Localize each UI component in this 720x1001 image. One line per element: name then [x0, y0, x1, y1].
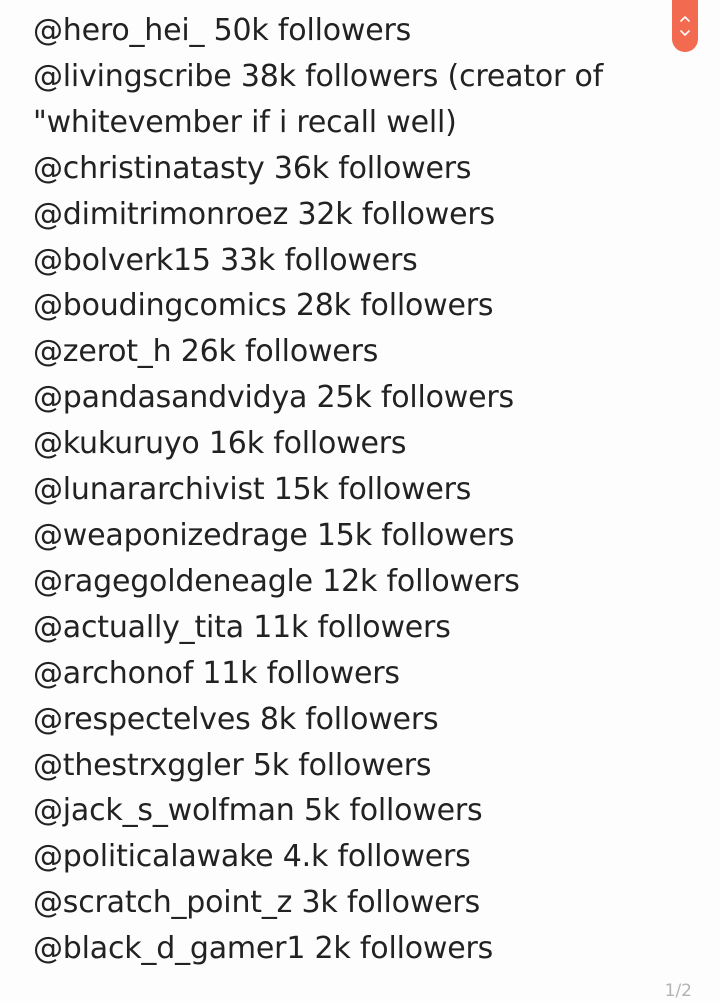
- chevron-down-icon[interactable]: [680, 30, 690, 36]
- note-line: @hero_hei_ 50k followers: [33, 13, 412, 48]
- note-body[interactable]: [33, 8, 673, 972]
- note-line: @black_d_gamer1 2k followers: [33, 931, 494, 967]
- note-line: "whitevember if i recall well): [33, 104, 457, 140]
- note-line: @lunararchivist 15k followers: [33, 472, 472, 508]
- note-line: @weaponizedrage 15k followers: [33, 517, 515, 553]
- note-line: @christinatasty 36k followers: [33, 150, 472, 186]
- page-indicator: 1/2: [664, 981, 692, 1001]
- note-line: @zerot_h 26k followers: [33, 334, 379, 370]
- scroll-handle[interactable]: [672, 0, 698, 52]
- note-line: @dimitrimonroez 32k followers: [33, 196, 495, 232]
- note-line: @jack_s_wolfman 5k followers: [33, 793, 483, 829]
- note-line: @ragegoldeneagle 12k followers: [33, 563, 520, 599]
- note-line: @kukuruyo 16k followers: [33, 426, 407, 462]
- chevron-up-icon[interactable]: [680, 16, 690, 22]
- note-line: @politicalawake 4.k followers: [33, 839, 471, 875]
- note-line: @pandasandvidya 25k followers: [33, 380, 514, 416]
- note-line: @actually_tita 11k followers: [33, 609, 451, 645]
- note-line: @thestrxggler 5k followers: [33, 747, 432, 783]
- note-line: @boudingcomics 28k followers: [33, 288, 494, 324]
- note-line: @bolverk15 33k followers: [33, 242, 418, 278]
- note-line: @scratch_point_z 3k followers: [33, 885, 480, 921]
- note-line: @archonof 11k followers: [33, 655, 400, 691]
- note-line: @livingscribe 38k followers (creator of: [33, 58, 603, 94]
- note-line: @respectelves 8k followers: [33, 701, 439, 737]
